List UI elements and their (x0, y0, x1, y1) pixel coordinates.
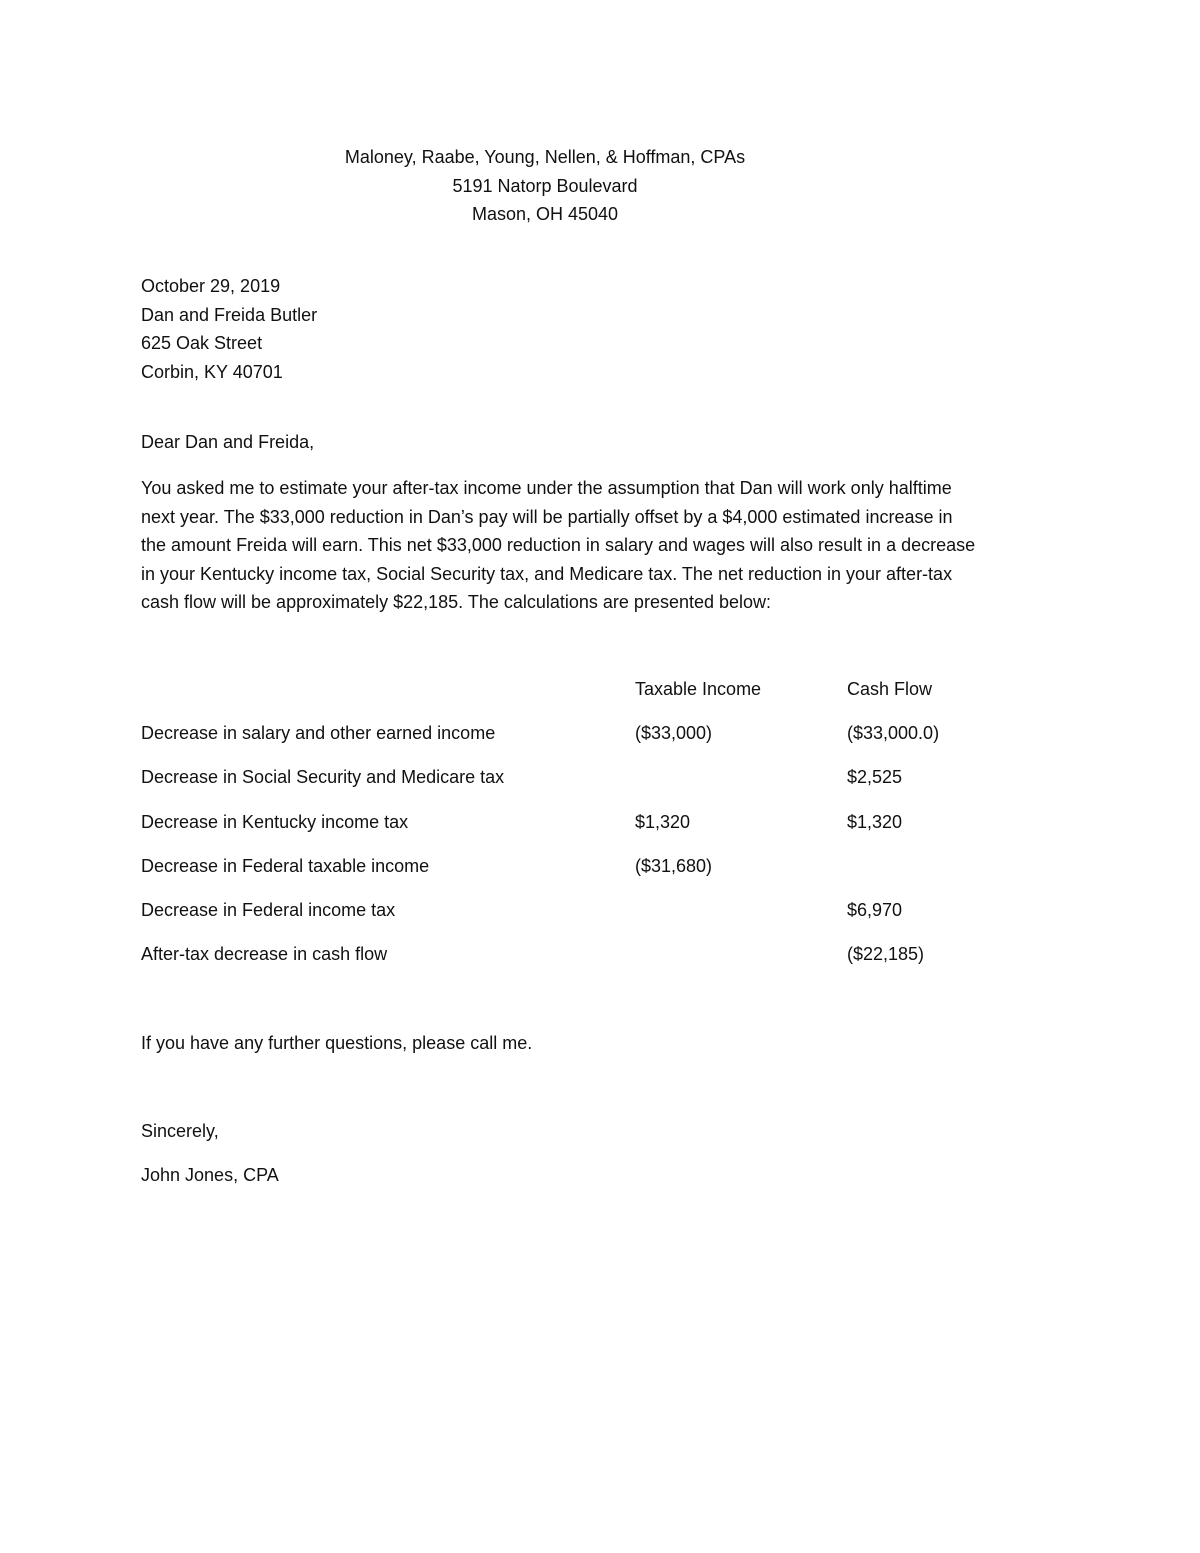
body-line: cash flow will be approximately $22,185. The calculations are presented below: (141, 592, 772, 612)
row-taxable-income: ($33,000) (635, 723, 713, 744)
table-row (141, 940, 1071, 984)
row-description: After-tax decrease in cash flow (141, 944, 388, 965)
row-description: Decrease in Federal taxable income (141, 855, 430, 876)
header-cash-flow: Cash Flow (847, 679, 933, 699)
table-row (141, 763, 1071, 807)
firm-city-state-zip: Mason, OH 45040 (471, 204, 619, 224)
signer-name: John Jones, CPA (141, 1165, 279, 1185)
body-line: You asked me to estimate your after-tax income under the assumption that Dan will work only halftime (141, 478, 952, 498)
firm-name: Maloney, Raabe, Young, Nellen, & Hoffman, CPAs (344, 147, 746, 167)
recipient-city-state-zip: Corbin, KY 40701 (141, 361, 283, 382)
row-cash-flow: ($22,185) (847, 944, 925, 965)
body-line: next year. The $33,000 reduction in Dan’s pay will be partially offset by a $4,000 estimated increase in (141, 506, 953, 527)
header-taxable-income: Taxable Income (635, 679, 762, 699)
table-row (141, 719, 1071, 763)
table-row (141, 808, 1071, 852)
signoff-block (141, 1117, 279, 1205)
row-cash-flow: $6,970 (847, 899, 903, 920)
letterhead (0, 143, 1090, 229)
row-taxable-income: $1,320 (635, 811, 691, 832)
closing-sentence: If you have any further questions, please call me. (141, 1033, 533, 1053)
body-paragraph (141, 474, 1071, 617)
row-taxable-income: ($31,680) (635, 855, 713, 876)
row-description: Decrease in Federal income tax (141, 899, 396, 920)
firm-street: 5191 Natorp Boulevard (452, 175, 638, 196)
calculation-table (141, 675, 1071, 984)
letter-date: October 29, 2019 (141, 276, 281, 296)
row-description: Decrease in Social Security and Medicare tax (141, 767, 505, 788)
row-description: Decrease in Kentucky income tax (141, 811, 409, 832)
row-cash-flow: ($33,000.0) (847, 723, 940, 744)
row-description: Decrease in salary and other earned income (141, 723, 496, 744)
recipient-street: 625 Oak Street (141, 333, 263, 353)
table-row (141, 896, 1071, 940)
salutation: Dear Dan and Freida, (141, 432, 315, 452)
body-line: in your Kentucky income tax, Social Security tax, and Medicare tax. The net reduction in your after-tax (141, 563, 953, 584)
table-row (141, 852, 1071, 896)
row-cash-flow: $1,320 (847, 811, 903, 832)
table-header-row (141, 675, 1071, 719)
row-cash-flow: $2,525 (847, 767, 903, 788)
valediction: Sincerely, (141, 1121, 219, 1141)
body-line: the amount Freida will earn. This net $33,000 reduction in salary and wages will also result in a decrease (141, 535, 976, 555)
recipient-block (141, 272, 317, 386)
recipient-name: Dan and Freida Butler (141, 304, 318, 325)
